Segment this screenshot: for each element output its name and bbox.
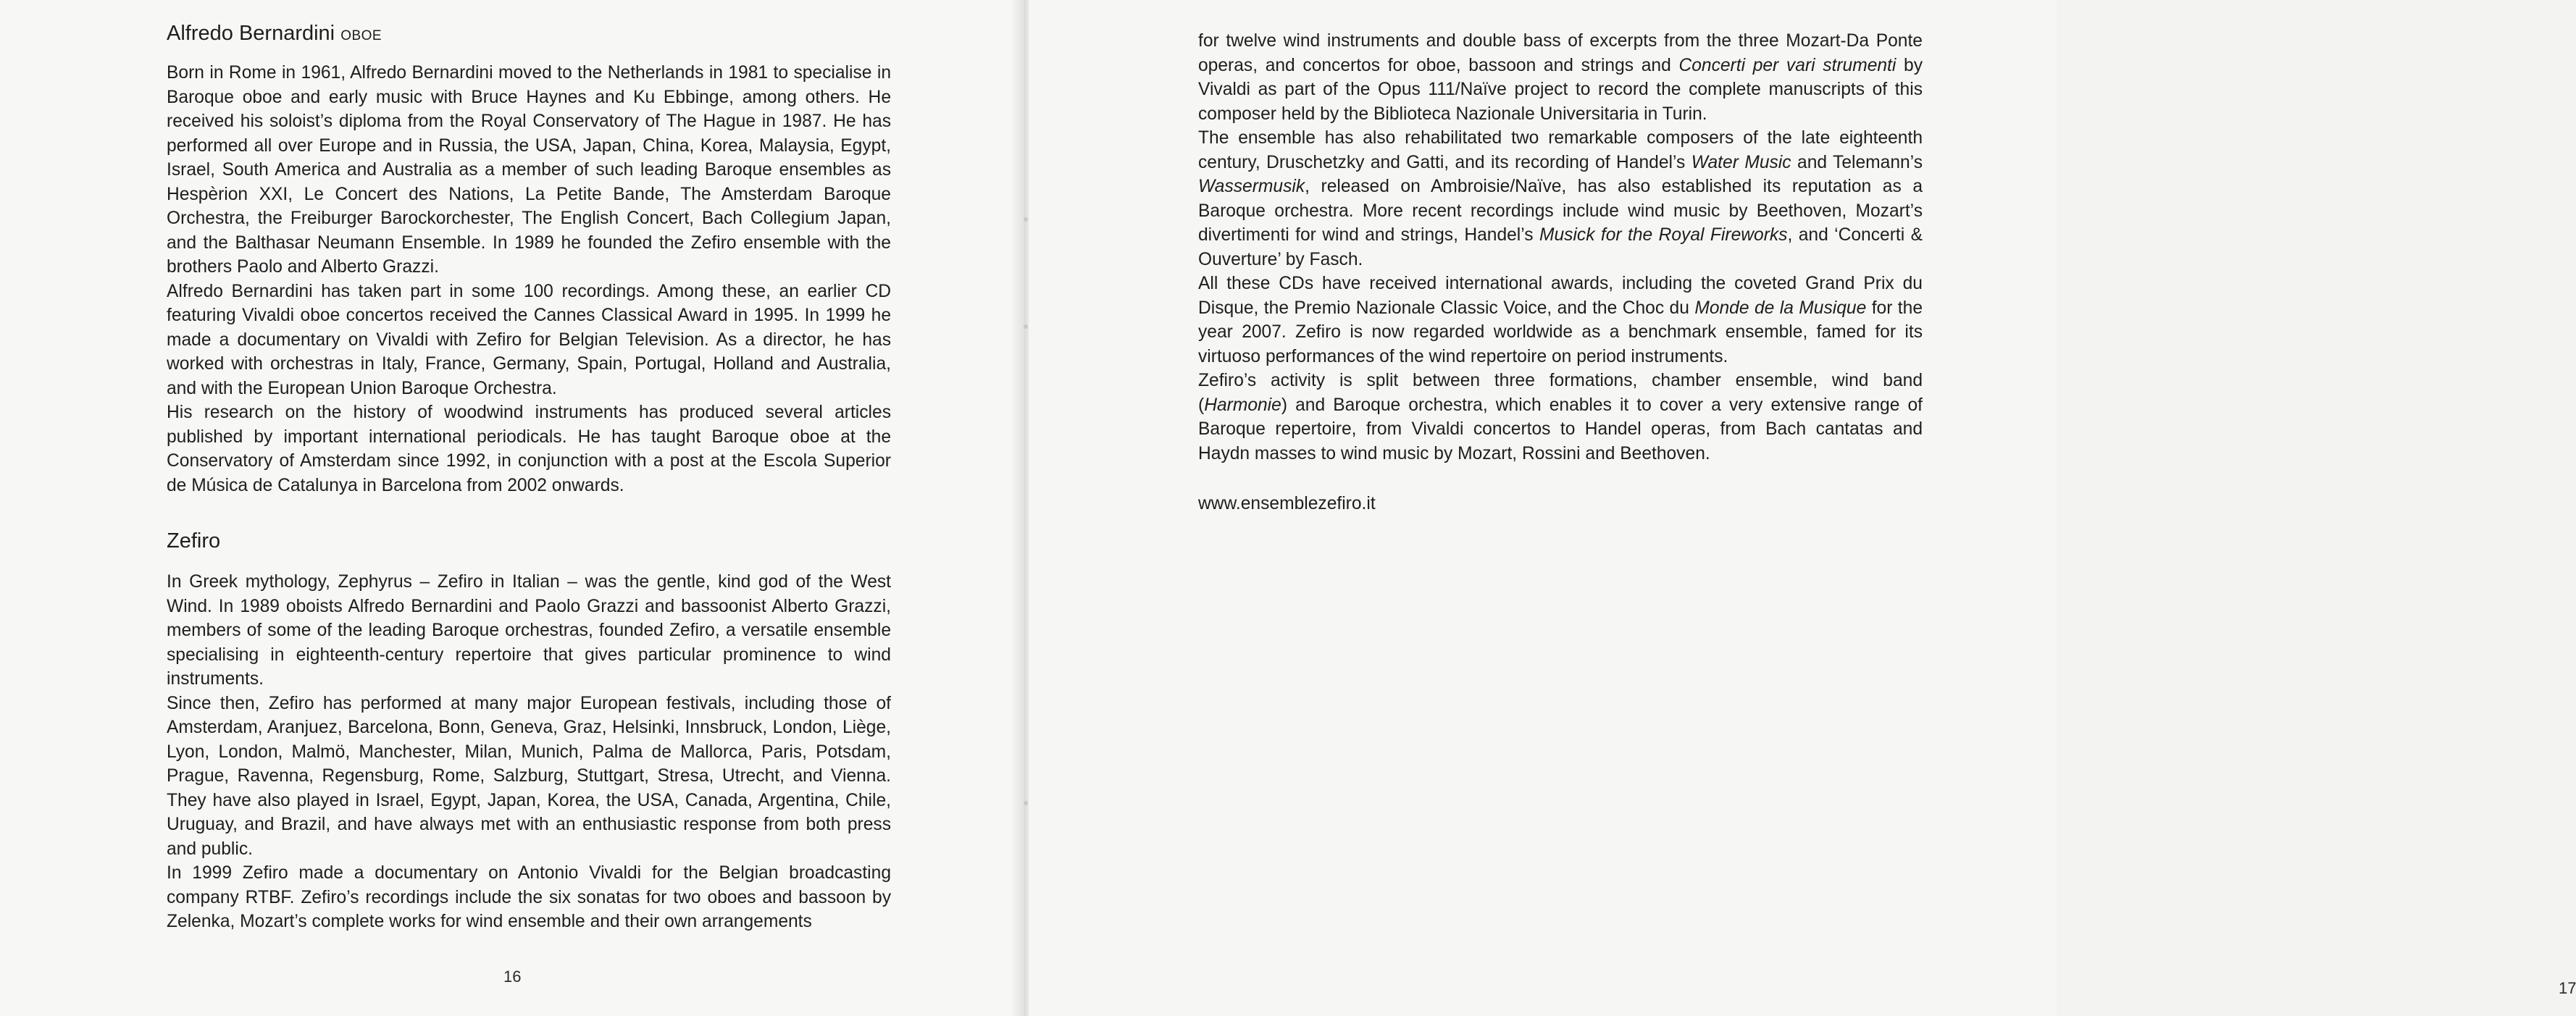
zefiro-paragraph: In Greek mythology, Zephyrus – Zefiro in Italian – was the gentle, kind god of the West Wind. In 1989 oboists Alfredo Bernardini and Paolo Grazzi and bassoonist Alberto Grazzi, members of some of the leading Baroque orchestras, founded Zefiro, a versatile ensemble specialising in eighteenth-century repertoire that gives particular prominence to wind instruments.	[167, 572, 891, 689]
page-number-left: 16	[503, 967, 522, 986]
text-run: , and ‘Concerti & Ouverture’ by Fasch.	[1198, 225, 1923, 269]
work-title: Concerti per vari strumenti	[1678, 55, 1897, 75]
text-run: for twelve wind instruments and double bass of excerpts from the three Mozart-Da Ponte operas, and concertos for oboe, bassoon and strings and	[1198, 31, 1923, 75]
bio-paragraph: Alfredo Bernardini has taken part in some 100 recordings. Among these, an earlier CD featuring Vivaldi oboe concertos received the Cannes Classical Award in 1995. In 1999 he made a documentary on Vivaldi with Zefiro for Belgian Television. As a director, he has worked with orchestras in Italy, France, Germany, Spain, Portugal, Holland and Australia, and with the European Union Baroque Orchestra.	[167, 281, 891, 398]
formation-name: Harmonie	[1204, 395, 1281, 415]
staple-hole	[1024, 801, 1028, 805]
zefiro-paragraph: In 1999 Zefiro made a documentary on Antonio Vivaldi for the Belgian broadcasting company RTBF. Zefiro’s recordings include the six sonatas for two oboes and bassoon by Zelenka, Mozart’s complete works for wind ensemble and their own arrangements	[167, 863, 891, 931]
work-title: Musick for the Royal Fireworks	[1539, 225, 1788, 245]
text-run: , released on Ambroisie/Naïve, has also established its reputation as a Baroque orchestra. More recent recordings include wind music by Beethoven, Mozart’s divertimenti for wind and strings, Handel’s	[1198, 177, 1923, 245]
website-link[interactable]: www.ensemblezefiro.it	[1198, 494, 1376, 513]
ensemble-paragraph	[1198, 272, 1923, 369]
bio-text	[167, 61, 891, 497]
text-run: Zefiro’s activity is split between three formations, chamber ensemble, wind band (	[1198, 371, 1923, 415]
ensemble-paragraph	[1198, 29, 1923, 126]
show-through-text	[29, 109, 174, 514]
bio-paragraph: His research on the history of woodwind instruments has produced several articles published by important international periodicals. He has taught Baroque oboe at the Conservatory of Amsterdam since 1992, in conjunction with a post at the Escola Superior de Música de Catalunya in Barcelona from 2002 onwards.	[167, 403, 891, 495]
zefiro-heading: Zefiro	[167, 529, 221, 553]
bio-heading	[167, 17, 891, 52]
ensemble-paragraph	[1198, 369, 1923, 466]
bio-heading-name: Alfredo Bernardini	[167, 22, 335, 45]
text-run: and Telemann’s	[1791, 152, 1923, 172]
text-run: by Vivaldi as part of the Opus 111/Naïve project to record the complete manuscripts of this composer held by the Biblioteca Nazionale Universitaria in Turin.	[1198, 55, 1923, 124]
page-number-right: 17	[2559, 979, 2576, 997]
zefiro-paragraph: Since then, Zefiro has performed at many major European festivals, including those of Amsterdam, Aranjuez, Barcelona, Bonn, Geneva, Graz, Helsinki, Innsbruck, London, Liège, Lyon, London, Malmö, Manchester, Milan, Munich, Palma de Mallorca, Paris, Potsdam, Prague, Ravenna, Regensburg, Rome, Salzburg, Stuttgart, Stresa, Utrecht, and Vienna. They have also played in Israel, Egypt, Japan, Korea, the USA, Canada, Argentina, Chile, Uruguay, and Brazil, and have always met with an enthusiastic response from both press and public.	[167, 693, 891, 859]
zefiro-text	[167, 570, 891, 934]
right-column	[1198, 29, 1923, 516]
bio-paragraph: Born in Rome in 1961, Alfredo Bernardini moved to the Netherlands in 1981 to specialise in Baroque oboe and early music with Bruce Haynes and Ku Ebbinge, among others. He received his soloist’s diploma from the Royal Conservatory of The Hague in 1987. He has performed all over Europe and in Russia, the USA, Japan, China, Korea, Malaysia, Egypt, Israel, South America and Australia as a member of such leading Baroque ensembles as Hespèrion XXI, Le Concert des Nations, La Petite Bande, The Amsterdam Baroque Orchestra, the Freiburger Barockorchester, The English Concert, Bach Collegium Japan, and the Balthasar Neumann Ensemble. In 1989 he founded the Zefiro ensemble with the brothers Paolo and Alberto Grazzi.	[167, 63, 891, 277]
work-title: Water Music	[1691, 152, 1791, 172]
text-run: All these CDs have received international awards, including the coveted Grand Prix du Disque, the Premio Nazionale Classic Voice, and the Choc du	[1198, 274, 1923, 318]
work-title: Wassermusik	[1198, 177, 1305, 196]
text-run: ) and Baroque orchestra, which enables it to cover a very extensive range of Baroque repertoire, from Vivaldi concertos to Handel operas, from Bach cantatas and Haydn masses to wind music by Mozart, Rossini and Beethoven.	[1198, 395, 1923, 463]
ensemble-paragraph	[1198, 126, 1923, 272]
left-column	[167, 17, 891, 934]
bio-heading-role: OBOE	[340, 28, 382, 43]
staple-hole	[1024, 217, 1028, 222]
text-run: for the year 2007. Zefiro is now regarded worldwide as a benchmark ensemble, famed for its virtuoso performances of the wind repertoire on period instruments.	[1198, 298, 1923, 366]
magazine-title: Monde de la Musique	[1694, 298, 1867, 318]
text-run: The ensemble has also rehabilitated two remarkable composers of the late eighteenth century, Druschetzky and Gatti, and its recording of Handel’s	[1198, 128, 1923, 172]
left-page	[0, 0, 1021, 1016]
staple-hole	[1024, 324, 1028, 329]
